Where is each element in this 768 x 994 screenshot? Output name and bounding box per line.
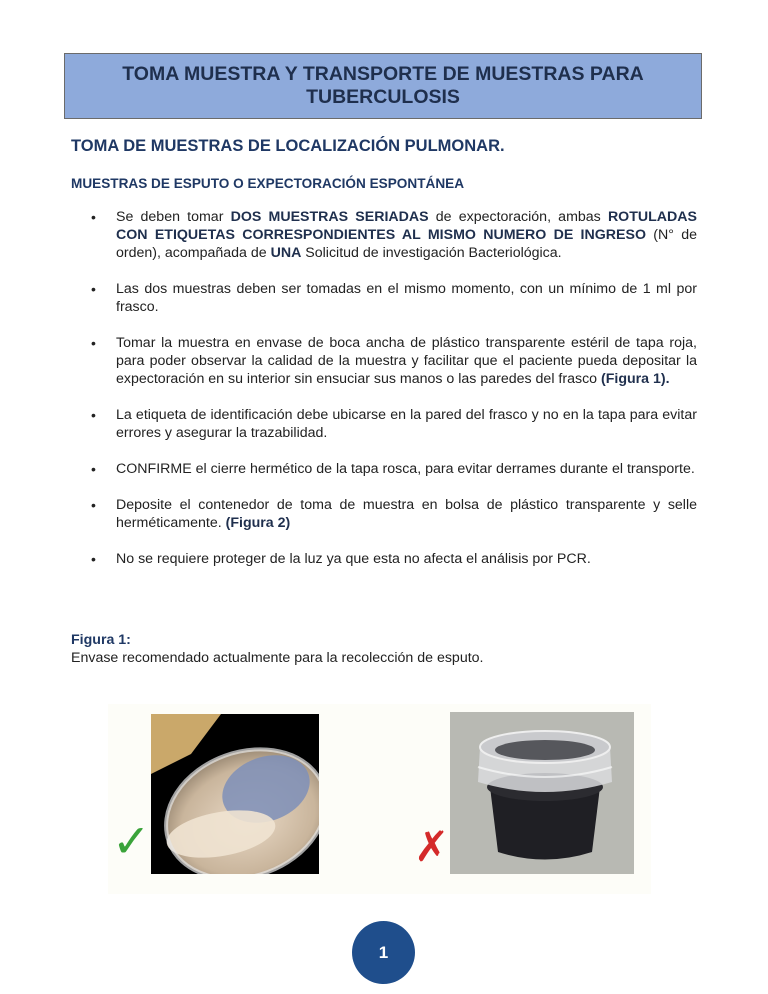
section-heading: TOMA DE MUESTRAS DE LOCALIZACIÓN PULMONAR. xyxy=(71,137,505,155)
title-banner xyxy=(64,53,702,119)
list-item: • La etiqueta de identificación debe ubicarse en la pared del frasco y no en la tapa para evitar errores y asegurar la trazabilidad. xyxy=(91,407,697,441)
list-item: • CONFIRME el cierre hermético de la tapa rosca, para evitar derrames durante el transporte. xyxy=(91,461,695,477)
bullet-icon: • xyxy=(91,407,96,423)
incorrect-container-photo xyxy=(450,712,634,874)
cross-icon: ✗ xyxy=(414,823,450,870)
page-number-badge: 1 xyxy=(352,921,415,984)
bullet-icon: • xyxy=(91,497,96,513)
list-item: • Las dos muestras deben ser tomadas en el mismo momento, con un mínimo de 1 ml por frasco. xyxy=(91,281,697,315)
figure-caption: Envase recomendado actualmente para la recolección de esputo. xyxy=(71,650,484,666)
correct-container-photo xyxy=(151,714,319,874)
bullet-icon: • xyxy=(91,209,96,225)
section-subheading: MUESTRAS DE ESPUTO O EXPECTORACIÓN ESPONTÁNEA xyxy=(71,176,465,191)
instructions-list xyxy=(71,208,697,586)
checkmark-icon: ✓ xyxy=(112,815,151,867)
bullet-icon: • xyxy=(91,461,96,477)
list-item: • Tomar la muestra en envase de boca ancha de plástico transparente estéril de tapa roja, para poder observar la calidad de la muestra y facilitar que el paciente pueda depositar la expectoración en su interior sin ensuciar sus manos o las paredes del frasco (Figura 1). xyxy=(91,335,697,387)
list-item: • Deposite el contenedor de toma de muestra en bolsa de plástico transparente y selle herméticamente. (Figura 2) xyxy=(91,497,697,531)
bullet-icon: • xyxy=(91,551,96,567)
bullet-icon: • xyxy=(91,335,96,351)
list-item: • No se requiere proteger de la luz ya que esta no afecta el análisis por PCR. xyxy=(91,551,591,567)
document-title: TOMA MUESTRA Y TRANSPORTE DE MUESTRAS PARA TUBERCULOSIS xyxy=(122,63,644,108)
list-item: • Se deben tomar DOS MUESTRAS SERIADAS de expectoración, ambas ROTULADAS CON ETIQUETAS CORRESPONDIENTES AL MISMO NUMERO DE INGRESO (N° de orden), acompañada de UNA Solicitud de investigación Bacteriológica. xyxy=(91,209,697,261)
bullet-icon: • xyxy=(91,281,96,297)
figure-comparison xyxy=(108,704,651,894)
figure-label: Figura 1: xyxy=(71,632,131,648)
